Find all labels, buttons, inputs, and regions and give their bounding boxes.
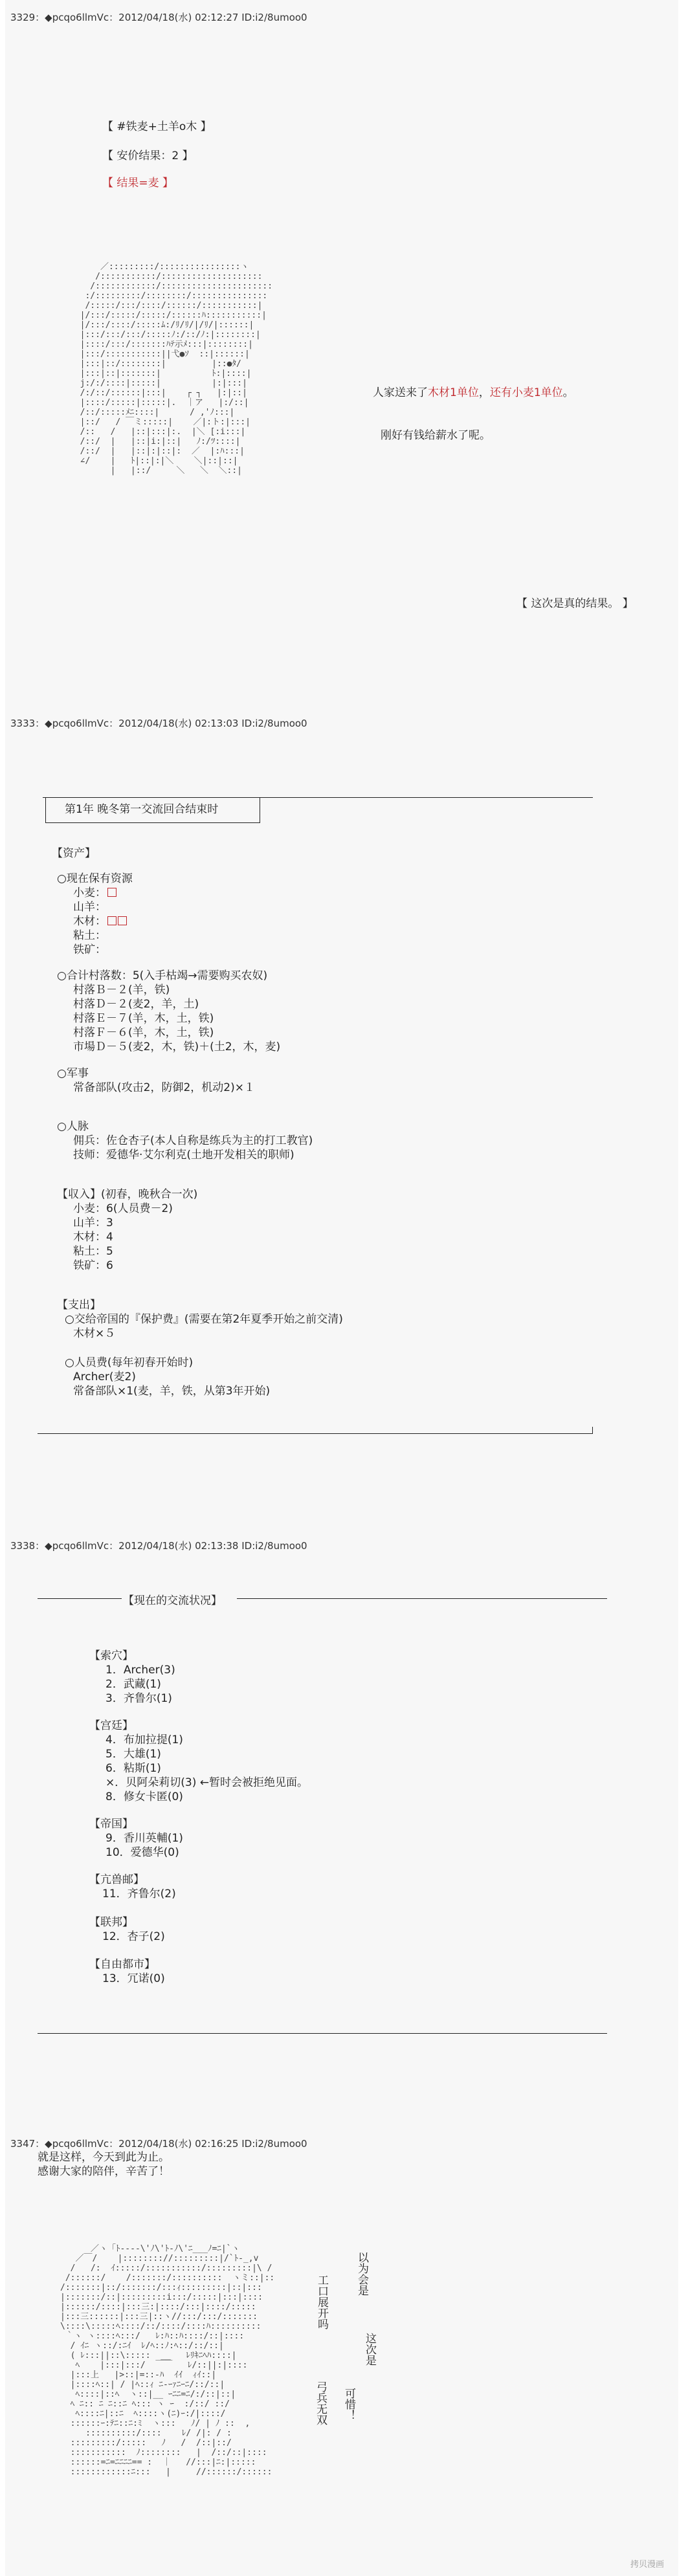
- status-divider-left: [38, 1598, 122, 1599]
- site-watermark: 拷贝漫画: [630, 2560, 664, 2570]
- group-name: 【自由都市】: [89, 1958, 155, 1971]
- village-line: 村落Ｂ－２(羊，铁): [73, 984, 170, 996]
- vertical-text-2: 工口展开吗: [315, 2274, 328, 2329]
- expense-heading: 【支出】: [57, 1299, 101, 1312]
- real-result-note: 【 这次是真的结果。 】: [516, 597, 634, 610]
- villages-heading: ○合计村落数：5(入手枯竭→需要购买农奴): [57, 969, 268, 982]
- exchange-status-title: 【现在的交流状况】: [123, 1594, 222, 1607]
- post-header-3338: 3338：◆pcqo6llmVc：2012/04/18(水) 02:13:38 ID:i2/8umoo0: [10, 1540, 307, 1552]
- connection-line: 技师：爱德华·艾尔利克(土地开发相关的职师): [73, 1149, 294, 1161]
- resource-box-icon: [107, 888, 116, 897]
- income-line: 木材：4: [73, 1231, 113, 1244]
- ascii-art-archer: ／ヽ「ﾄ----\'ﾉ\'ﾄ-ﾉ\'ﾆ___ﾉ=ﾆ|`ヽ ／￣/ |:::::::://:::::::::|/`ﾄ-_,v / /: ｲ:::::/:::::::::::/:::::::::|\ / /::::::/ /:::::::/:::::::::: ヽミ::|:: /:::::::|::/:::::::/:::ｨ:::::::::|::|::: |:::::::/::|:::::::::i:::/:::::|:::|:::: |::::::/::::|:::三:|::::/:::|::::/::::: |:::三::::::|:::三|::ヽ//:::/:::/::::::: \::::\:::::ﾍ::::/::/::::/::::ﾊ:::::::::: ｀ヽ ヽ::::ﾍ:::/ ﾚ:ﾊ::ﾊ::::/::|:::: / ｲﾆ ヽ::/:ﾆｲ ﾚ/ﾍ::ﾉ:ﾍ::/::/::| ( ﾚ:::||::\::::: __ ﾚﾘｷﾆﾍﾊ::::| ﾍ |:::|:::/ ￣￣ ﾚ/::||:|:::: |:::上 |>::|=::-ﾊ ｲｲ ｨｲ::| |::::ﾍ::| / |ﾍ::ｨ ﾆ-ｰｧﾆｰﾆ/::/::| ﾍ::::|::ﾍ ヽ::|__ ｰﾆﾆ=ﾆ/:/::|::| ﾍ ﾆ:: ﾆ ﾆ::ﾆ ﾍ::: ヽ ｰ :/::/ ::/ ﾍ::::ﾆ|::ﾆ ﾍ::::ヽ(ﾆ)ｰ:/|::::/ ::::::ｰ:ﾃﾆ::ﾆ:ﾐ ヽ::: ﾉ/ | ﾉ :: , ::::::::::/:::: ﾚ/ /|: / : :::::::::/::::: ﾉ / /::|::/ ::::::::::: ﾉ:::::::: | /::/::|:::: ::::::=ﾆ=ﾆﾆﾆﾆ== : ｜ //:::|ﾆ:|::::: ::::::::::::ﾆ::: | //::::::/::::::: [60, 2244, 275, 2477]
- bottom-divider: [38, 1433, 593, 1434]
- protection-fee-heading: ○交给帝国的『保护费』(需要在第2年夏季开始之前交清): [65, 1313, 343, 1326]
- document-page: [5, 0, 678, 2576]
- group-item: ×．贝阿朵莉切(3) ←暂时会被拒绝见面。: [105, 1776, 308, 1789]
- vertical-text-5: 可惜！: [342, 2388, 355, 2421]
- group-item: 4．布加拉提(1): [105, 1734, 183, 1746]
- group-item: 2．武藏(1): [105, 1678, 161, 1691]
- group-item: 6．粘斯(1): [105, 1762, 161, 1775]
- group-item: 13．冗诺(0): [102, 1972, 165, 1985]
- protection-fee-line: 木材×５: [73, 1327, 116, 1340]
- ascii-art-character: ／:::::::::/::::::::::::::::ヽ /:::::::::::/:::::::::::::::::::: /::::::::::::/:::::::::::::::::::::: :/:::::::::/::::::::/::::::::::::::: /:::::/:::/::::/::::::/:::::::::::| |/:::/:::::/:::::/::::::ﾊ:::::::::::| |/:::/::::/:::::ﾑ:/ﾘ/ﾘ/|/ﾘ/|::::::| |:::/:::/:::/:::::ﾉ:/::/ﾉ:|::::::::| |::::/:::/:::::::ﾊﾃ示ﾒ:::|::::::::| |:::/:::::::::::||弋●ｿ ::|::::::| |:::|::/::::::::| |::●ﾀ/ |:::|::|:::::::| ﾄ:|::::| j:/:/::::|:::::| |:|:::| /:/::/::::::|:::| ┌ ┐ |:|::| |::::/:::::|:::::|. ｜ア |:/::| /::/:::::ﾒﾆ::::| / ,'ﾉ:::| |::/ / ￣ミ:::::| ／|:ト:|:::| /:: / |::|:::|:. |＼ [:i:::| /::/ | |::|i:|::| ﾉ:/ﾂ::::| /::/ | |::|:|::|: ／ |:ﾊ:::| ∠/ | ﾄ|::|:|＼ ＼|::|::| | |::/ ＼ ＼ ＼::|: [80, 262, 273, 476]
- resource-box-icon: [118, 916, 127, 925]
- connections-heading: ○人脉: [57, 1120, 89, 1133]
- personnel-fee-heading: ○人员费(每年初春开始时): [65, 1356, 194, 1369]
- res-goat: 山羊：: [73, 901, 106, 914]
- group-item: 9．香川英輔(1): [105, 1832, 183, 1845]
- post-header-3347: 3347：◆pcqo6llmVc：2012/04/18(水) 02:16:25 ID:i2/8umoo0: [10, 2138, 307, 2150]
- resource-box-icon: [107, 916, 116, 925]
- vertical-text-4: 弓兵无双: [314, 2381, 327, 2425]
- income-heading: 【収入】(初春，晚秋合一次): [57, 1188, 198, 1201]
- group-name: 【宫廷】: [89, 1719, 133, 1732]
- status-divider-right: [237, 1598, 607, 1599]
- vertical-text-3: 这次是: [363, 2333, 376, 2366]
- connection-line: 佣兵：佐仓杏子(本人自称是练兵为主的打工教官): [73, 1134, 313, 1147]
- group-item: 1．Archer(3): [105, 1664, 175, 1677]
- status-bottom-divider: [38, 2033, 607, 2034]
- income-line: 粘土：5: [73, 1245, 113, 1258]
- post-header-3329: 3329：◆pcqo6llmVc：2012/04/18(水) 02:12:27 ID:i2/8umoo0: [10, 12, 307, 23]
- closing-line-1: 就是这样，今天到此为止。: [38, 2151, 170, 2164]
- speech-line-1: 人家送来了木材1单位，还有小麦1单位。: [373, 386, 574, 399]
- village-line: 村落Ｄ－２(麦2，羊，土): [73, 998, 199, 1011]
- village-line: 村落Ｆ－６(羊，木，土，铁): [73, 1026, 214, 1039]
- closing-line-2: 感谢大家的陪伴，辛苦了！: [38, 2165, 170, 2178]
- turn-title: 第1年 晚冬第一交流回合结束时: [65, 803, 219, 816]
- vertical-text-1: 以为会是: [355, 2252, 368, 2296]
- speech-line-2: 刚好有钱给薪水了呢。: [381, 429, 491, 442]
- tag-line: 【 #铁麦+土羊o木 】: [102, 120, 212, 133]
- market-line: 市場Ｄ－５(麦2，木，铁)＋(土2，木，麦): [73, 1040, 281, 1053]
- post-header-3333: 3333：◆pcqo6llmVc：2012/04/18(水) 02:13:03 ID:i2/8umoo0: [10, 718, 307, 729]
- income-line: 小麦：6(人员费－2): [73, 1202, 173, 1215]
- income-line: 山羊：3: [73, 1216, 113, 1229]
- res-iron: 铁矿：: [73, 943, 106, 956]
- resources-heading: ○现在保有资源: [57, 872, 133, 885]
- group-item: 12．杏子(2): [102, 1930, 165, 1943]
- res-wood: 木材：: [73, 914, 127, 929]
- personnel-fee-line: Archer(麦2): [73, 1371, 136, 1383]
- group-name: 【帝国】: [89, 1818, 133, 1831]
- result-line: 【 结果=麦 】: [102, 177, 174, 190]
- vote-result-line: 【 安价结果：2 】: [102, 149, 194, 162]
- group-item: 8．修女卡匿(0): [105, 1790, 183, 1803]
- group-item: 5．大雄(1): [105, 1748, 161, 1761]
- group-item: 3．齐鲁尔(1): [105, 1692, 172, 1705]
- group-item: 10．爱德华(0): [105, 1846, 179, 1859]
- group-name: 【联邦】: [89, 1916, 133, 1929]
- bottom-divider-tick: [592, 1427, 593, 1433]
- res-clay: 粘土：: [73, 929, 106, 942]
- group-item: 11．齐鲁尔(2): [102, 1888, 176, 1900]
- group-name: 【索穴】: [89, 1649, 133, 1662]
- military-line: 常备部队(攻击2，防御2，机动2)×１: [73, 1081, 255, 1094]
- assets-heading: 【资产】: [52, 847, 96, 860]
- res-wheat: 小麦：: [73, 886, 116, 900]
- village-line: 村落Ｅ－７(羊，木，土，铁): [73, 1012, 214, 1025]
- personnel-fee-line: 常备部队×1(麦，羊，铁，从第3年开始): [73, 1385, 271, 1398]
- income-line: 铁矿：6: [73, 1259, 113, 1272]
- group-name: 【亢兽邮】: [89, 1873, 144, 1886]
- military-heading: ○军事: [57, 1067, 89, 1080]
